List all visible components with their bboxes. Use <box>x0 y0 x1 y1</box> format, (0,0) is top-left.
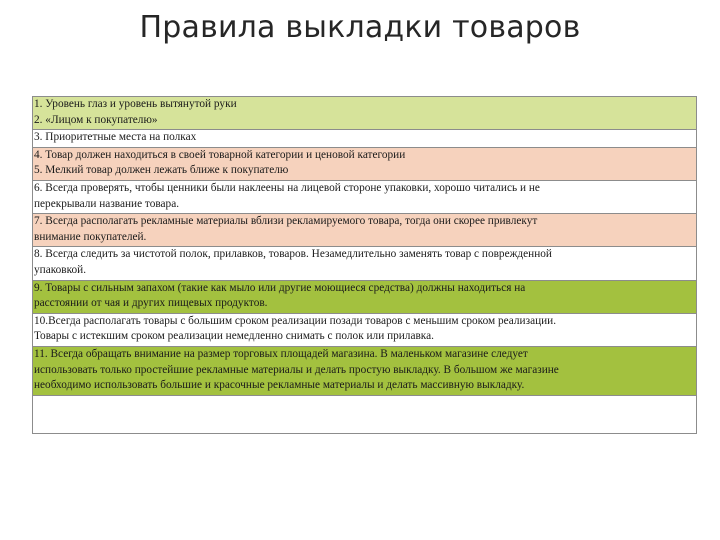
rule-row-7 <box>33 280 697 313</box>
rule-line: 3. Приоритетные места на полках <box>34 131 197 144</box>
rule-row-1 <box>33 97 697 130</box>
rule-cell <box>33 247 697 280</box>
rule-line: 7. Всегда располагать рекламные материалы вблизи рекламируемого товара, тогда они скорее привлекут <box>34 215 538 228</box>
rule-cell <box>33 346 697 395</box>
rule-line: использовать только простейшие рекламные материалы и делать простую выкладку. В большом же магазине <box>34 363 559 376</box>
rule-line: 10.Всегда располагать товары с большим сроком реализации позади товаров с меньшим сроком реализации. <box>34 314 557 327</box>
rule-cell <box>33 313 697 346</box>
rule-row-2 <box>33 130 697 148</box>
rule-line: 4. Товар должен находиться в своей товарной категории и ценовой категории <box>34 148 406 161</box>
rule-cell <box>33 97 697 130</box>
rule-row-9 <box>33 346 697 395</box>
rule-row-3 <box>33 147 697 180</box>
rule-line: 1. Уровень глаз и уровень вытянутой руки <box>34 98 237 110</box>
rule-row-4 <box>33 180 697 213</box>
rule-cell <box>33 147 697 180</box>
rule-line: 11. Всегда обращать внимание на размер торговых площадей магазина. В маленьком магазине следует <box>34 347 528 360</box>
rule-row-6 <box>33 247 697 280</box>
empty-row <box>33 395 697 433</box>
rule-cell <box>33 130 697 148</box>
rule-cell <box>33 180 697 213</box>
rule-line: 9. Товары с сильным запахом (такие как мыло или другие моющиеся средства) должны находиться на <box>34 281 526 294</box>
slide-title: Правила выкладки товаров <box>139 10 581 45</box>
rule-line: 5. Мелкий товар должен лежать ближе к покупателю <box>34 164 289 177</box>
rule-cell <box>33 280 697 313</box>
rule-line: необходимо использовать большие и красочные рекламные материалы и делать массивную выкладку. <box>34 379 525 392</box>
rule-row-5 <box>33 214 697 247</box>
empty-cell <box>33 395 697 433</box>
rule-line: перекрывали название товара. <box>34 197 180 210</box>
rules-table <box>32 96 697 434</box>
rule-line: 6. Всегда проверять, чтобы ценники были наклеены на лицевой стороне упаковки, хорошо читались и не <box>34 181 540 194</box>
rule-line: внимание покупателей. <box>34 230 147 243</box>
rule-cell <box>33 214 697 247</box>
rule-line: Товары с истекшим сроком реализации немедленно снимать с полок или прилавка. <box>34 330 434 343</box>
rule-line: упаковкой. <box>34 263 87 276</box>
rule-line: 2. «Лицом к покупателю» <box>34 113 158 126</box>
rule-row-8 <box>33 313 697 346</box>
rule-line: 8. Всегда следить за чистотой полок, прилавков, товаров. Незамедлительно заменять товар с поврежденной <box>34 248 552 261</box>
rule-line: расстоянии от чая и других пищевых продуктов. <box>34 297 268 310</box>
